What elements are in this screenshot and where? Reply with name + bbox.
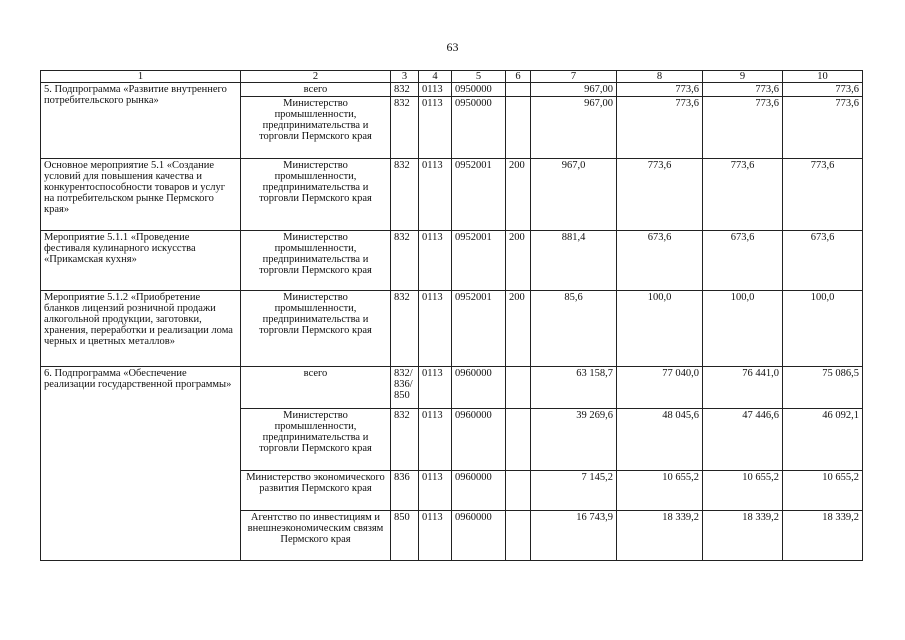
value-cell: 18 339,2 — [783, 511, 863, 561]
grbs-cell: 836 — [391, 471, 419, 511]
value-cell: 48 045,6 — [617, 409, 703, 471]
value-cell: 881,4 — [531, 231, 617, 291]
program-cell: Основное мероприятие 5.1 «Создание условий для повышения качества и конкурентоспособности товаров и услуг на потребительском рынке Пермского края» — [41, 159, 241, 231]
value-cell: 773,6 — [783, 159, 863, 231]
executor-cell: Министерство экономического развития Пермского края — [241, 471, 391, 511]
grbs-cell: 832 — [391, 409, 419, 471]
program-cell: 6. Подпрограмма «Обеспечение реализации государственной программы» — [41, 367, 241, 561]
value-cell: 10 655,2 — [617, 471, 703, 511]
table-row — [41, 231, 863, 291]
csr-cell: 0960000 — [452, 511, 506, 561]
value-cell: 75 086,5 — [783, 367, 863, 409]
value-cell: 7 145,2 — [531, 471, 617, 511]
csr-cell: 0952001 — [452, 291, 506, 367]
value-cell: 967,00 — [531, 97, 617, 159]
program-cell: Мероприятие 5.1.2 «Приобретение бланков лицензий розничной продажи алкогольной продукции, заготовки, хранения, переработки и реализации лома черных и цветных металлов» — [41, 291, 241, 367]
value-cell: 673,6 — [617, 231, 703, 291]
col-header: 4 — [419, 71, 452, 83]
executor-cell: Министерство промышленности, предпринимательства и торговли Пермского края — [241, 231, 391, 291]
csr-cell: 0960000 — [452, 367, 506, 409]
vr-cell — [506, 409, 531, 471]
executor-cell: Министерство промышленности, предпринимательства и торговли Пермского края — [241, 291, 391, 367]
grbs-cell: 832 — [391, 159, 419, 231]
table-row — [41, 291, 863, 367]
value-cell: 46 092,1 — [783, 409, 863, 471]
budget-table — [40, 70, 863, 561]
vr-cell — [506, 511, 531, 561]
value-cell: 773,6 — [617, 97, 703, 159]
csr-cell: 0960000 — [452, 409, 506, 471]
rzpr-cell: 0113 — [419, 409, 452, 471]
value-cell: 18 339,2 — [703, 511, 783, 561]
value-cell: 100,0 — [783, 291, 863, 367]
value-cell: 10 655,2 — [783, 471, 863, 511]
col-header: 8 — [617, 71, 703, 83]
value-cell: 100,0 — [617, 291, 703, 367]
executor-cell: всего — [241, 83, 391, 97]
grbs-cell: 832 — [391, 97, 419, 159]
value-cell: 85,6 — [531, 291, 617, 367]
rzpr-cell: 0113 — [419, 471, 452, 511]
rzpr-cell: 0113 — [419, 83, 452, 97]
value-cell: 18 339,2 — [617, 511, 703, 561]
csr-cell: 0952001 — [452, 231, 506, 291]
vr-cell — [506, 83, 531, 97]
grbs-cell: 832 — [391, 231, 419, 291]
table-header-row — [41, 71, 863, 83]
value-cell: 63 158,7 — [531, 367, 617, 409]
grbs-cell: 832 — [391, 291, 419, 367]
value-cell: 77 040,0 — [617, 367, 703, 409]
value-cell: 100,0 — [703, 291, 783, 367]
value-cell: 47 446,6 — [703, 409, 783, 471]
table-row — [41, 367, 863, 409]
rzpr-cell: 0113 — [419, 291, 452, 367]
vr-cell — [506, 367, 531, 409]
value-cell: 673,6 — [783, 231, 863, 291]
value-cell: 76 441,0 — [703, 367, 783, 409]
vr-cell: 200 — [506, 291, 531, 367]
value-cell: 773,6 — [783, 83, 863, 97]
col-header: 9 — [703, 71, 783, 83]
vr-cell: 200 — [506, 159, 531, 231]
table-row — [41, 83, 863, 97]
csr-cell: 0952001 — [452, 159, 506, 231]
rzpr-cell: 0113 — [419, 511, 452, 561]
vr-cell: 200 — [506, 231, 531, 291]
col-header: 2 — [241, 71, 391, 83]
program-cell: 5. Подпрограмма «Развитие внутреннего потребительского рынка» — [41, 83, 241, 159]
col-header: 6 — [506, 71, 531, 83]
executor-cell: всего — [241, 367, 391, 409]
executor-cell: Министерство промышленности, предпринимательства и торговли Пермского края — [241, 159, 391, 231]
value-cell: 773,6 — [617, 83, 703, 97]
csr-cell: 0950000 — [452, 83, 506, 97]
value-cell: 773,6 — [703, 83, 783, 97]
value-cell: 773,6 — [783, 97, 863, 159]
grbs-cell: 850 — [391, 511, 419, 561]
rzpr-cell: 0113 — [419, 159, 452, 231]
value-cell: 10 655,2 — [703, 471, 783, 511]
page-number: 63 — [446, 40, 459, 54]
value-cell: 16 743,9 — [531, 511, 617, 561]
executor-cell: Министерство промышленности, предпринимательства и торговли Пермского края — [241, 409, 391, 471]
vr-cell — [506, 471, 531, 511]
col-header: 1 — [41, 71, 241, 83]
value-cell: 967,0 — [531, 159, 617, 231]
csr-cell: 0960000 — [452, 471, 506, 511]
value-cell: 673,6 — [703, 231, 783, 291]
rzpr-cell: 0113 — [419, 231, 452, 291]
col-header: 7 — [531, 71, 617, 83]
vr-cell — [506, 97, 531, 159]
col-header: 5 — [452, 71, 506, 83]
table-row — [41, 159, 863, 231]
value-cell: 773,6 — [703, 159, 783, 231]
value-cell: 967,00 — [531, 83, 617, 97]
col-header: 10 — [783, 71, 863, 83]
executor-cell: Агентство по инвестициям и внешнеэкономическим связям Пермского края — [241, 511, 391, 561]
csr-cell: 0950000 — [452, 97, 506, 159]
executor-cell: Министерство промышленности, предпринимательства и торговли Пермского края — [241, 97, 391, 159]
program-cell: Мероприятие 5.1.1 «Проведение фестиваля кулинарного искусства «Прикамская кухня» — [41, 231, 241, 291]
value-cell: 39 269,6 — [531, 409, 617, 471]
grbs-cell: 832/ 836/ 850 — [391, 367, 419, 409]
col-header: 3 — [391, 71, 419, 83]
value-cell: 773,6 — [703, 97, 783, 159]
value-cell: 773,6 — [617, 159, 703, 231]
rzpr-cell: 0113 — [419, 367, 452, 409]
rzpr-cell: 0113 — [419, 97, 452, 159]
grbs-cell: 832 — [391, 83, 419, 97]
